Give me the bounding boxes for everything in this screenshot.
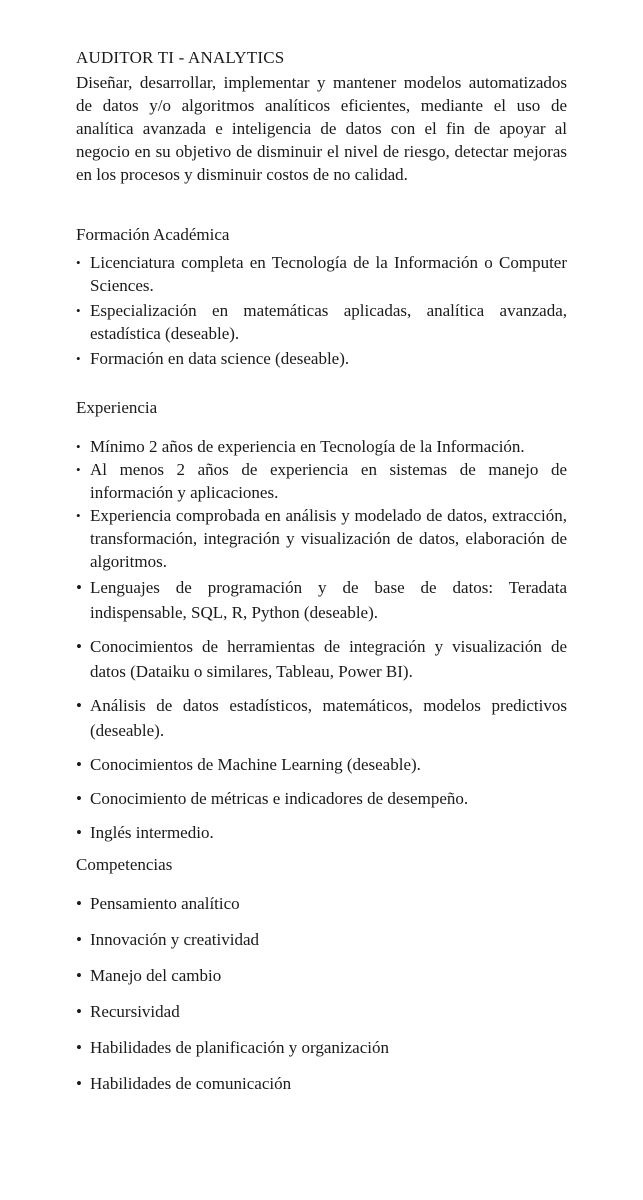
list-item: • Experiencia comprobada en análisis y modelado de datos, extracción, transformación, integración y visualización de datos, elaboración de algoritmos. (76, 506, 567, 571)
bullet-icon: • (76, 255, 81, 270)
job-title: AUDITOR TI - ANALYTICS (76, 48, 285, 67)
list-item: • Conocimiento de métricas e indicadores de desempeño. (76, 786, 567, 811)
bullet-icon: • (76, 578, 82, 597)
bullet-icon: • (76, 351, 81, 366)
bullet-icon: • (76, 1038, 82, 1057)
list-item: • Formación en data science (deseable). (76, 349, 350, 368)
bullet-icon: • (76, 966, 82, 985)
list-item: • Habilidades de comunicación (76, 1071, 567, 1096)
list-item: • Conocimientos de Machine Learning (deseable). (76, 752, 567, 777)
bullet-icon: • (76, 823, 82, 842)
list-item: • Especialización en matemáticas aplicadas, analítica avanzada, estadística (deseable). (76, 301, 567, 343)
list-item: • Licenciatura completa en Tecnología de la Información o Computer Sciences. (76, 253, 567, 295)
list-item: • Mínimo 2 años de experiencia en Tecnología de la Información. (76, 437, 525, 456)
bullet-icon: • (76, 1074, 82, 1093)
list-item: • Manejo del cambio (76, 963, 567, 988)
bullet-icon: • (76, 930, 82, 949)
bullet-icon: • (76, 894, 82, 913)
list-item: • Habilidades de planificación y organización (76, 1035, 567, 1060)
list-item: • Innovación y creatividad (76, 927, 567, 952)
bullet-icon: • (76, 462, 81, 477)
document (76, 46, 567, 1096)
bullet-icon: • (76, 303, 81, 318)
experiencia-list-2 (76, 575, 567, 845)
experiencia-list (76, 435, 567, 573)
list-item: • Conocimientos de herramientas de integración y visualización de datos (Dataiku o similares, Tableau, Power BI). (76, 634, 567, 684)
job-description: Diseñar, desarrollar, implementar y mantener modelos automatizados de datos y/o algoritmos analíticos eficientes, mediante el uso de analítica avanzada e inteligencia de datos con el fin de apoyar al negocio en su objetivo de disminuir el nivel de riesgo, detectar mejoras en los procesos y disminuir costos de no calidad. (76, 73, 567, 184)
experiencia-heading: Experiencia (76, 398, 158, 417)
bullet-icon: • (76, 508, 81, 523)
bullet-icon: • (76, 637, 82, 656)
competencias-heading: Competencias (76, 855, 173, 874)
list-item: • Al menos 2 años de experiencia en sistemas de manejo de información y aplicaciones. (76, 460, 567, 502)
bullet-icon: • (76, 789, 82, 808)
list-item: • Pensamiento analítico (76, 891, 567, 916)
competencias-list (76, 891, 567, 1096)
bullet-icon: • (76, 439, 81, 454)
bullet-icon: • (76, 696, 82, 715)
list-item: • Inglés intermedio. (76, 820, 567, 845)
list-item: • Recursividad (76, 999, 567, 1024)
bullet-icon: • (76, 755, 82, 774)
bullet-icon: • (76, 1002, 82, 1021)
list-item: • Análisis de datos estadísticos, matemáticos, modelos predictivos (deseable). (76, 693, 567, 743)
formacion-heading: Formación Académica (76, 225, 230, 244)
formacion-list (76, 251, 567, 370)
list-item: • Lenguajes de programación y de base de datos: Teradata indispensable, SQL, R, Python (deseable). (76, 575, 567, 625)
